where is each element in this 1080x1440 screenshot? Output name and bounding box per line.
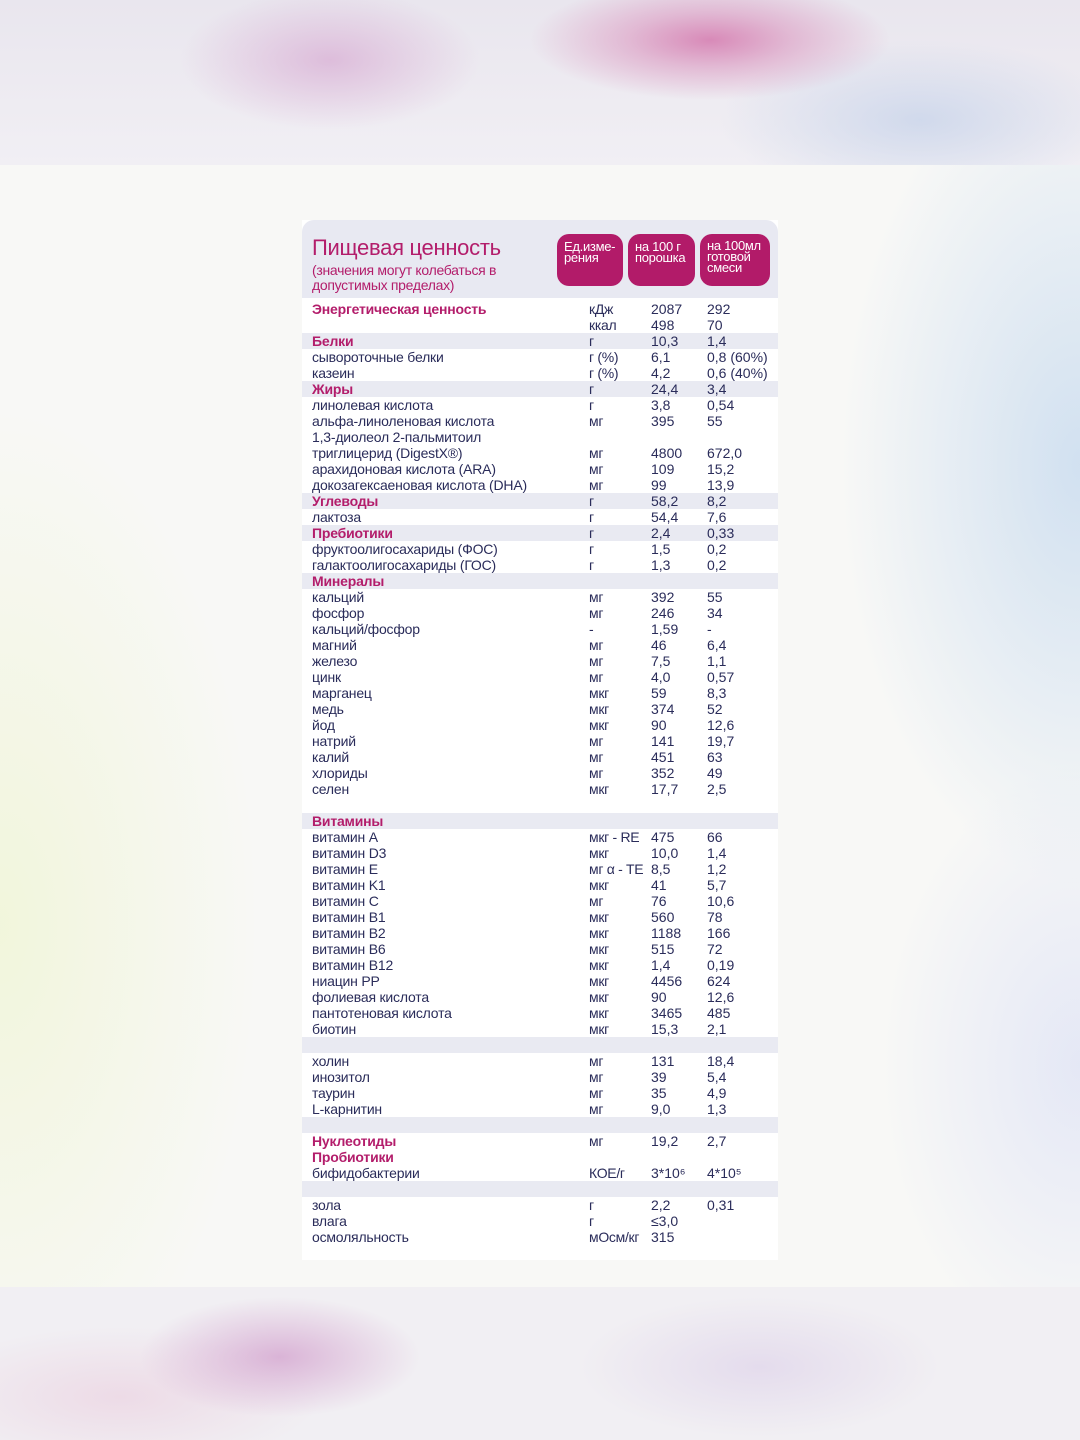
unit-cell: г [589,381,594,397]
per-100ml-value: 0,31 [707,1197,735,1213]
table-row [302,429,778,445]
nutrient-name: витамин D3 [312,845,387,861]
nutrient-name: кальций [312,589,364,605]
nutrient-name: витамин E [312,861,378,877]
unit-cell: г [589,557,594,573]
table-row [302,1005,778,1021]
table-row [302,893,778,909]
nutrition-label [302,220,778,1260]
table-row [302,973,778,989]
unit-cell: мг [589,1133,604,1149]
nutrient-name: марганец [312,685,372,701]
nutrient-name: арахидоновая кислота (ARA) [312,461,496,477]
unit-cell: мг [589,1101,604,1117]
per-100g-value: 392 [651,589,675,605]
per-100ml-value: 5,7 [707,877,727,893]
per-100ml-value: 7,6 [707,509,727,525]
unit-cell: мкг [589,957,609,973]
per-100g-value: 15,3 [651,1021,679,1037]
per-100g-value: 90 [651,989,667,1005]
per-100g-value: 1,3 [651,557,671,573]
per-100g-value: 54,4 [651,509,679,525]
table-row [302,413,778,429]
table-row [302,493,778,509]
nutrient-name: йод [312,717,335,733]
column-header-unit [557,234,623,286]
table-row [302,1181,778,1197]
table-row [302,813,778,829]
per-100g-value: 1188 [651,925,682,941]
per-100ml-value: 13,9 [707,477,735,493]
unit-cell: г (%) [589,349,619,365]
per-100ml-value: 66 [707,829,723,845]
per-100g-value: 1,59 [651,621,679,637]
per-100ml-value: 15,2 [707,461,735,477]
nutrient-name: Белки [312,333,354,349]
nutrient-name: селен [312,781,350,797]
page-title: Пищевая ценность [312,235,501,260]
per-100g-value: 7,5 [651,653,671,669]
nutrient-name: галактоолигосахариды (ГОС) [312,557,496,573]
nutrient-name: Энергетическая ценность [312,301,487,317]
table-row [302,1085,778,1101]
per-100ml-value: 10,6 [707,893,735,909]
per-100ml-value: 52 [707,701,723,717]
per-100ml-value: 12,6 [707,717,735,733]
unit-cell: мг [589,477,604,493]
per-100g-value: 395 [651,413,675,429]
unit-cell: г [589,397,594,413]
column-header-text: на 100мл [707,238,761,253]
unit-cell: мг [589,765,604,781]
per-100g-value: 560 [651,909,675,925]
per-100ml-value: 19,7 [707,733,735,749]
per-100g-value: 374 [651,701,675,717]
unit-cell: мкг [589,685,609,701]
table-row [302,1229,778,1245]
subtitle [312,263,542,293]
table-row [302,509,778,525]
per-100g-value: 3*10⁶ [651,1165,686,1181]
per-100g-value: 59 [651,685,667,701]
unit-cell: мкг [589,845,609,861]
per-100g-value: 4,2 [651,365,671,381]
table-row [302,1197,778,1213]
unit-cell: кДж [589,301,614,317]
unit-cell: мкг [589,1005,609,1021]
nutrient-name: хлориды [312,765,368,781]
unit-cell: мг [589,653,604,669]
per-100ml-value: 672,0 [707,445,743,461]
unit-cell: мг [589,461,604,477]
per-100ml-value: 0,33 [707,525,735,541]
per-100g-value: 24,4 [651,381,679,397]
table-row [302,1037,778,1053]
nutrient-name: ниацин PP [312,973,380,989]
subtitle-line: допустимых пределах) [312,277,455,293]
per-100g-value: 141 [651,733,675,749]
per-100ml-value: 1,2 [707,861,727,877]
nutrient-name: сывороточные белки [312,349,444,365]
unit-cell: мкг [589,877,609,893]
table-row [302,765,778,781]
table-row [302,685,778,701]
nutrient-name: зола [312,1197,341,1213]
nutrient-name: осмоляльность [312,1229,409,1245]
per-100g-value: 4800 [651,445,683,461]
nutrient-name: докозагексаеновая кислота (DHA) [312,477,527,493]
nutrient-name: линолевая кислота [312,397,434,413]
table-row [302,1117,778,1133]
unit-cell: мкг [589,1021,609,1037]
per-100ml-value: 2,5 [707,781,727,797]
per-100ml-value: 0,2 [707,541,727,557]
unit-cell: мг [589,1085,604,1101]
column-header-ready [700,234,770,286]
unit-cell: ккал [589,317,617,333]
per-100ml-value: 12,6 [707,989,735,1005]
nutrient-name: триглицерид (DigestX®) [312,445,463,461]
per-100g-value: 99 [651,477,667,493]
table-row [302,1053,778,1069]
per-100g-value: 109 [651,461,675,477]
per-100ml-value: - [707,621,712,637]
nutrient-name: витамин K1 [312,877,386,893]
per-100ml-value: 2,1 [707,1021,727,1037]
table-row [302,573,778,589]
unit-cell: мкг [589,717,609,733]
nutrient-name: железо [312,653,358,669]
unit-cell: мкг [589,925,609,941]
unit-cell: КОЕ/г [589,1165,625,1181]
per-100g-value: 19,2 [651,1133,679,1149]
table-row [302,381,778,397]
unit-cell: г [589,333,594,349]
unit-cell: мкг [589,989,609,1005]
per-100g-value: 2,2 [651,1197,671,1213]
unit-cell: г [589,493,594,509]
table-row [302,797,778,813]
table-row [302,877,778,893]
nutrient-name: лактоза [312,509,361,525]
unit-cell: мг [589,733,604,749]
unit-cell: мг [589,605,604,621]
nutrient-name: инозитол [312,1069,370,1085]
nutrient-name: витамин B1 [312,909,386,925]
per-100g-value: 451 [651,749,675,765]
table-row [302,829,778,845]
per-100ml-value: 0,54 [707,397,735,413]
column-header-text: на 100 г [635,239,681,254]
per-100g-value: 6,1 [651,349,671,365]
nutrient-name: магний [312,637,357,653]
table-row [302,909,778,925]
per-100g-value: 3465 [651,1005,683,1021]
table-row [302,365,778,381]
per-100g-value: 39 [651,1069,667,1085]
unit-cell: мкг [589,941,609,957]
nutrient-name: витамин А [312,829,378,845]
nutrient-name: 1,3-диолеол 2-пальмитоил [312,429,482,445]
per-100g-value: 4,0 [651,669,671,685]
per-100ml-value: 55 [707,589,723,605]
table-row [302,541,778,557]
per-100g-value: 2087 [651,301,683,317]
per-100g-value: 515 [651,941,675,957]
table-row [302,397,778,413]
table-row [302,701,778,717]
per-100ml-value: 0,6 (40%) [707,365,768,381]
unit-cell: мг [589,589,604,605]
per-100ml-value: 5,4 [707,1069,727,1085]
unit-cell: г [589,525,594,541]
per-100g-value: 315 [651,1229,675,1245]
blurred-background-bottom [0,1287,1080,1440]
per-100g-value: 76 [651,893,667,909]
table-row [302,461,778,477]
table-row [302,1133,778,1149]
per-100g-value: 8,5 [651,861,671,877]
unit-cell: г [589,1213,594,1229]
unit-cell: мг [589,413,604,429]
per-100ml-value: 49 [707,765,723,781]
table-row [302,1149,778,1165]
per-100ml-value: 166 [707,925,731,941]
unit-cell: г [589,1197,594,1213]
per-100g-value: 498 [651,317,675,333]
nutrient-name: влага [312,1213,347,1229]
per-100ml-value: 1,3 [707,1101,727,1117]
column-header-powder [628,234,695,286]
nutrient-name: Пребиотики [312,525,393,541]
nutrient-name: цинк [312,669,341,685]
subtitle-line: (значения могут колебаться в [312,262,497,278]
table-row [302,653,778,669]
nutrient-name: фосфор [312,605,365,621]
nutrient-name: таурин [312,1085,355,1101]
unit-cell: мг [589,893,604,909]
table-row [302,589,778,605]
table-row [302,717,778,733]
per-100ml-value: 8,3 [707,685,727,701]
per-100g-value: 10,3 [651,333,679,349]
per-100ml-value: 1,4 [707,333,727,349]
table-row [302,1069,778,1085]
per-100ml-value: 3,4 [707,381,727,397]
per-100g-value: 246 [651,605,675,621]
per-100ml-value: 4*10⁵ [707,1165,742,1181]
per-100g-value: 475 [651,829,675,845]
nutrient-name: L-карнитин [312,1101,382,1117]
nutrient-name: Жиры [312,381,353,397]
nutrient-name: Нуклеотиды [312,1133,397,1149]
unit-cell: - [589,621,594,637]
nutrient-name: пантотеновая кислота [312,1005,452,1021]
nutrition-table [302,301,778,1245]
table-row [302,301,778,317]
per-100ml-value: 18,4 [707,1053,735,1069]
table-row [302,1213,778,1229]
per-100g-value: 3,8 [651,397,671,413]
per-100g-value: 1,5 [651,541,671,557]
nutrient-name: Углеводы [312,493,379,509]
table-row [302,349,778,365]
table-row [302,749,778,765]
per-100g-value: 90 [651,717,667,733]
unit-cell: мг α - TE [589,861,644,877]
unit-cell: мг [589,749,604,765]
per-100g-value: 131 [651,1053,675,1069]
unit-cell: мкг [589,973,609,989]
table-row [302,941,778,957]
nutrient-name: фолиевая кислота [312,989,429,1005]
table-row [302,925,778,941]
nutrient-name: Витамины [312,813,384,829]
per-100ml-value: 4,9 [707,1085,727,1101]
table-row [302,733,778,749]
per-100g-value: 2,4 [651,525,671,541]
unit-cell: мг [589,445,604,461]
per-100ml-value: 485 [707,1005,731,1021]
table-row [302,1101,778,1117]
table-row [302,605,778,621]
per-100ml-value: 55 [707,413,723,429]
table-row [302,669,778,685]
unit-cell: мкг [589,701,609,717]
unit-cell: мОсм/кг [589,1229,640,1245]
per-100g-value: 1,4 [651,957,671,973]
blurred-background-top [0,0,1080,165]
column-header-text: рения [564,250,599,265]
nutrient-name: биотин [312,1021,357,1037]
table-row [302,557,778,573]
per-100g-value: 4456 [651,973,683,989]
unit-cell: г (%) [589,365,619,381]
per-100ml-value: 2,7 [707,1133,727,1149]
nutrient-name: Пробиотики [312,1149,394,1165]
table-row [302,989,778,1005]
nutrition-header [302,220,778,298]
nutrient-name: калий [312,749,350,765]
nutrient-name: витамин B6 [312,941,386,957]
per-100g-value: 352 [651,765,675,781]
per-100ml-value: 0,57 [707,669,735,685]
unit-cell: мг [589,669,604,685]
nutrient-name: медь [312,701,344,717]
per-100g-value: 10,0 [651,845,679,861]
per-100ml-value: 1,4 [707,845,727,861]
per-100ml-value: 624 [707,973,731,989]
per-100ml-value: 0,19 [707,957,735,973]
table-row [302,317,778,333]
per-100ml-value: 34 [707,605,723,621]
nutrient-name: холин [312,1053,350,1069]
per-100ml-value: 0,8 (60%) [707,349,768,365]
nutrient-name: витамин С [312,893,379,909]
table-row [302,1021,778,1037]
table-row [302,845,778,861]
table-row [302,621,778,637]
column-header-text: смеси [707,260,742,275]
per-100ml-value: 6,4 [707,637,727,653]
table-row [302,333,778,349]
per-100g-value: 46 [651,637,667,653]
table-row [302,477,778,493]
unit-cell: г [589,509,594,525]
column-header-text: порошка [635,250,686,265]
per-100g-value: ≤3,0 [651,1213,679,1229]
unit-cell: г [589,541,594,557]
column-header-text: готовой [707,249,751,264]
nutrient-name: натрий [312,733,356,749]
table-row [302,445,778,461]
column-header-text: Ед.изме- [564,239,616,254]
per-100ml-value: 78 [707,909,723,925]
unit-cell: мг [589,1069,604,1085]
table-row [302,781,778,797]
per-100g-value: 17,7 [651,781,679,797]
table-row [302,957,778,973]
per-100g-value: 9,0 [651,1101,671,1117]
unit-cell: мкг [589,781,609,797]
table-row [302,637,778,653]
per-100ml-value: 70 [707,317,723,333]
nutrient-name: витамин B2 [312,925,386,941]
per-100ml-value: 63 [707,749,723,765]
nutrient-name: казеин [312,365,355,381]
per-100g-value: 41 [651,877,667,893]
unit-cell: мг [589,1053,604,1069]
per-100g-value: 58,2 [651,493,679,509]
per-100ml-value: 8,2 [707,493,727,509]
per-100g-value: 35 [651,1085,667,1101]
nutrient-name: фруктоолигосахариды (ФОС) [312,541,498,557]
unit-cell: мг [589,637,604,653]
nutrient-name: бифидобактерии [312,1165,420,1181]
table-row [302,1165,778,1181]
nutrient-name: витамин B12 [312,957,394,973]
unit-cell: мкг - RE [589,829,640,845]
unit-cell: мкг [589,909,609,925]
per-100ml-value: 1,1 [707,653,727,669]
per-100ml-value: 292 [707,301,731,317]
table-row [302,525,778,541]
per-100ml-value: 72 [707,941,723,957]
nutrient-name: Минералы [312,573,385,589]
table-row [302,861,778,877]
nutrient-name: кальций/фосфор [312,621,420,637]
per-100ml-value: 0,2 [707,557,727,573]
nutrient-name: альфа-линоленовая кислота [312,413,495,429]
